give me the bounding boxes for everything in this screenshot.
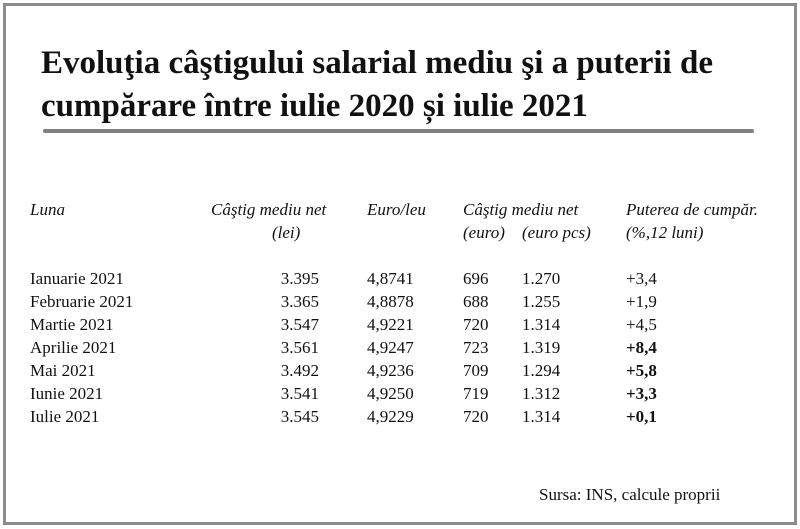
cell-net-euro-pcs: 1.255 [522,292,561,311]
header-purchasing-power-unit: (%,12 luni) [626,223,704,242]
header-month: Luna [30,200,65,219]
cell-month: Iunie 2021 [30,384,104,403]
cell-net-euro: 709 [463,361,489,380]
cell-purchasing-power: +3,3 [626,384,657,403]
cell-net-lei: 3.561 [280,338,319,357]
cell-net-lei: 3.365 [280,292,319,311]
cell-purchasing-power: +3,4 [626,269,657,288]
header-net-euro-pcs-unit: (euro pcs) [522,223,591,242]
cell-net-euro-pcs: 1.312 [522,384,561,403]
cell-euro-leu: 4,9221 [367,315,414,334]
page-title: Evoluţia câştigului salarial mediu şi a puterii de cumpărare între iulie 2020 și iulie 2021 [41,45,713,124]
cell-net-euro-pcs: 1.319 [522,338,561,357]
cell-euro-leu: 4,9229 [367,407,414,426]
cell-net-euro-pcs: 1.314 [522,407,561,426]
header-euro-leu: Euro/leu [367,200,426,219]
cell-euro-leu: 4,9247 [367,338,414,357]
cell-net-euro: 720 [463,315,489,334]
cell-net-euro: 688 [463,292,489,311]
header-net-euro-unit: (euro) [463,223,505,242]
cell-purchasing-power: +1,9 [626,292,657,311]
cell-net-euro: 723 [463,338,489,357]
cell-net-lei: 3.545 [280,407,319,426]
cell-purchasing-power: +8,4 [626,338,657,357]
cell-purchasing-power: +5,8 [626,361,657,380]
source-note: Sursa: INS, calcule proprii [539,485,721,504]
document-frame [3,3,797,525]
cell-month: Aprilie 2021 [30,338,117,357]
cell-net-euro-pcs: 1.294 [522,361,561,380]
cell-purchasing-power: +4,5 [626,315,657,334]
cell-month: Iulie 2021 [30,407,100,426]
cell-net-lei: 3.547 [280,315,319,334]
cell-net-lei: 3.395 [280,269,319,288]
cell-net-euro: 719 [463,384,489,403]
cell-month: Mai 2021 [30,361,96,380]
cell-euro-leu: 4,8878 [367,292,414,311]
title-underline [43,129,754,133]
cell-net-euro: 696 [463,269,489,288]
cell-month: Februarie 2021 [30,292,134,311]
cell-month: Martie 2021 [30,315,114,334]
header-net-lei: Câştig mediu net [211,200,327,219]
cell-euro-leu: 4,8741 [367,269,414,288]
header-net-euro: Câştig mediu net [463,200,579,219]
cell-net-euro: 720 [463,407,489,426]
cell-purchasing-power: +0,1 [626,407,657,426]
cell-net-euro-pcs: 1.270 [522,269,561,288]
cell-euro-leu: 4,9236 [367,361,414,380]
cell-month: Ianuarie 2021 [30,269,124,288]
cell-euro-leu: 4,9250 [367,384,414,403]
header-purchasing-power: Puterea de cumpăr. [626,200,759,219]
cell-net-euro-pcs: 1.314 [522,315,561,334]
cell-net-lei: 3.492 [280,361,319,380]
cell-net-lei: 3.541 [280,384,319,403]
header-net-lei-unit: (lei) [272,223,301,242]
